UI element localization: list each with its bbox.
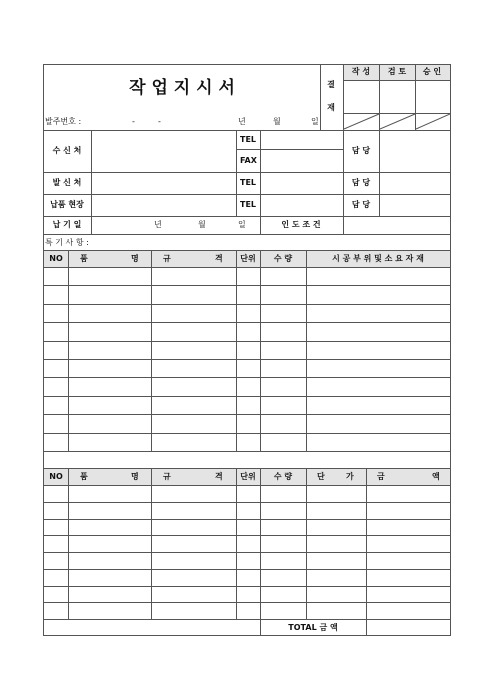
sender-tel-field[interactable] — [261, 173, 343, 194]
order-no-dash-2: - — [158, 117, 161, 126]
recipient-tel-label: TEL — [240, 135, 257, 144]
t2-header-item-b: 명 — [131, 472, 139, 481]
sender-label: 발 신 처 — [52, 178, 82, 187]
approval-sign-reviewer[interactable] — [380, 81, 415, 113]
site-tel-field[interactable] — [261, 195, 343, 216]
t2-table-row[interactable] — [44, 570, 450, 586]
t1-header-spec-b: 격 — [215, 254, 223, 263]
approval-col-writer: 작 성 — [351, 67, 371, 76]
t2-header-item-a: 품 — [80, 472, 88, 481]
delivery-terms-field[interactable] — [344, 217, 450, 234]
sender-name-field[interactable] — [92, 173, 236, 194]
t1-table-row[interactable] — [44, 397, 450, 414]
t2-table-row[interactable] — [44, 603, 450, 619]
recipient-label: 수 신 처 — [52, 146, 82, 155]
t1-header-spec-a: 규 — [163, 254, 171, 263]
approval-label-bottom: 재 — [327, 103, 335, 112]
order-date-year: 년 — [238, 117, 246, 126]
t1-header-location: 시 공 부 위 및 소 요 자 재 — [332, 254, 424, 263]
t2-header-unit: 단위 — [240, 472, 256, 481]
t2-header-spec-b: 격 — [215, 472, 223, 481]
t1-header-qty: 수 량 — [273, 254, 293, 263]
t2-table-row[interactable] — [44, 503, 450, 519]
t1-table-row[interactable] — [44, 305, 450, 322]
t1-header-no: NO — [49, 254, 63, 263]
t1-header-item-b: 명 — [131, 254, 139, 263]
t1-table-row[interactable] — [44, 434, 450, 451]
approval-col-reviewer: 검 토 — [387, 67, 407, 76]
approval-label-top: 결 — [327, 80, 335, 89]
t1-table-row[interactable] — [44, 415, 450, 432]
page-title: 작 업 지 시 서 — [129, 78, 235, 98]
order-date-day: 일 — [311, 117, 319, 126]
order-no-label: 발주번호 : — [45, 117, 82, 126]
recipient-name-field[interactable] — [92, 131, 236, 172]
notes-label: 특 기 사 항 : — [45, 238, 89, 247]
t2-header-spec-a: 규 — [163, 472, 171, 481]
t1-table-row[interactable] — [44, 378, 450, 395]
t2-table-row[interactable] — [44, 553, 450, 569]
delivery-year: 년 — [154, 220, 162, 229]
site-label: 납품 현장 — [50, 200, 84, 209]
t1-table-row[interactable] — [44, 323, 450, 340]
t1-table-row[interactable] — [44, 360, 450, 377]
approval-sign-approver[interactable] — [416, 81, 450, 113]
delivery-terms-label: 인 도 조 건 — [281, 220, 321, 229]
t2-table-row[interactable] — [44, 536, 450, 552]
t2-header-no: NO — [49, 472, 63, 481]
recipient-contact-field[interactable] — [380, 131, 450, 172]
delivery-month: 월 — [198, 220, 206, 229]
total-amount-field[interactable] — [367, 620, 450, 635]
recipient-tel-field[interactable] — [261, 131, 343, 149]
recipient-fax-label: FAX — [240, 156, 257, 165]
t2-table-row[interactable] — [44, 486, 450, 502]
t1-header-item-a: 품 — [80, 254, 88, 263]
approval-date-diagonals — [343, 113, 450, 130]
sender-contact-label: 담 당 — [351, 178, 371, 187]
t2-header-qty: 수 량 — [273, 472, 293, 481]
notes-field[interactable] — [100, 235, 450, 250]
approval-col-approver: 승 인 — [422, 67, 442, 76]
approval-sign-writer[interactable] — [344, 81, 379, 113]
t1-table-row[interactable] — [44, 268, 450, 285]
t1-header-unit: 단위 — [240, 254, 256, 263]
site-name-field[interactable] — [92, 195, 236, 216]
sender-tel-label: TEL — [240, 178, 257, 187]
order-date-month: 월 — [273, 117, 281, 126]
recipient-contact-label: 담 당 — [351, 146, 371, 155]
t1-table-row[interactable] — [44, 342, 450, 359]
delivery-date-label: 납 기 일 — [52, 220, 82, 229]
t2-header-amount-b: 액 — [432, 472, 440, 481]
t2-table-row[interactable] — [44, 520, 450, 536]
t1-table-row[interactable] — [44, 286, 450, 303]
recipient-fax-field[interactable] — [261, 150, 343, 172]
site-tel-label: TEL — [240, 200, 257, 209]
t2-header-price-a: 단 — [317, 472, 325, 481]
sender-contact-field[interactable] — [380, 173, 450, 194]
order-no-dash-1: - — [132, 117, 135, 126]
site-contact-label: 담 당 — [351, 200, 371, 209]
total-amount-label: TOTAL 금 액 — [288, 623, 338, 632]
t2-header-amount-a: 금 — [377, 472, 385, 481]
t2-table-row[interactable] — [44, 587, 450, 603]
delivery-day: 일 — [238, 220, 246, 229]
t2-header-price-b: 가 — [346, 472, 354, 481]
site-contact-field[interactable] — [380, 195, 450, 216]
